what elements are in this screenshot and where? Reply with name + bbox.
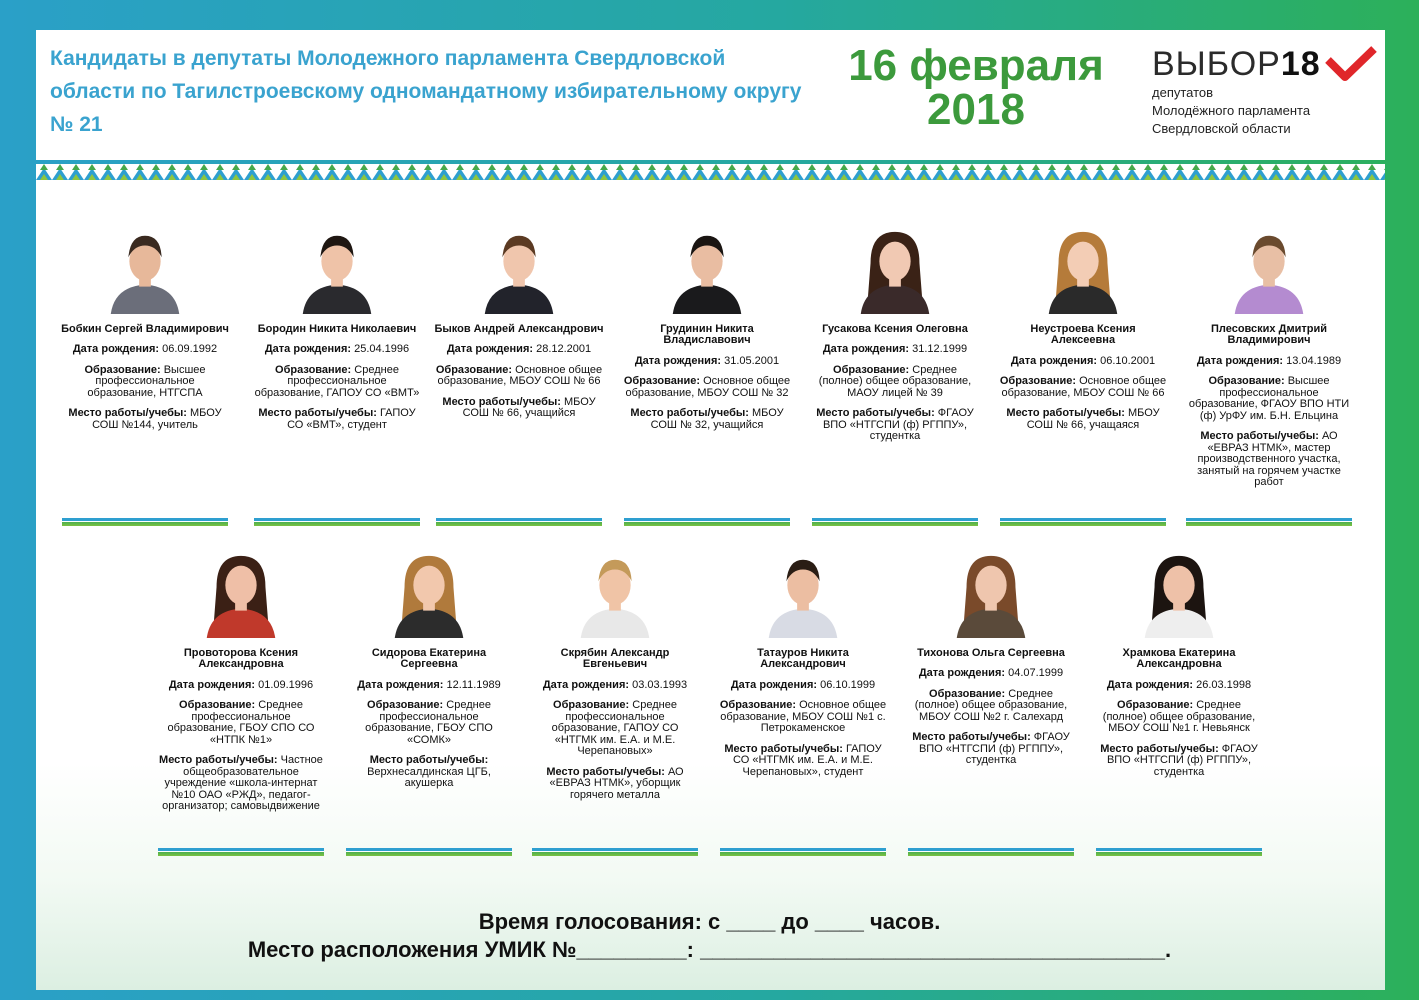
candidate-divider (532, 848, 698, 856)
education-value: Высшее профессиональное образование, ФГАОУ ВПО НТИ (ф) УрФУ им. Б.Н. Ельцина (1188, 375, 1350, 422)
work-label: Место работы/учебы: (724, 742, 843, 755)
birth-label: Дата рождения: (1010, 354, 1098, 367)
voting-time-line: Время голосования: с ____ до ____ часов. (478, 909, 941, 934)
birth-label: Дата рождения: (1196, 354, 1284, 367)
birth-value: 06.10.2001 (1100, 354, 1156, 367)
birth-label: Дата рождения: (446, 343, 534, 355)
education (1094, 700, 1264, 735)
education-value: Среднее (полное) общее образование, МАОУ лицей № 39 (818, 363, 972, 399)
education-value: Среднее профессиональное образование, ГБОУ СПО «СОМК» (365, 699, 493, 746)
education (156, 700, 326, 746)
education-value: Основное общее образование, МБОУ СОШ № 66 (437, 363, 603, 387)
logo-wordmark (1152, 44, 1382, 84)
work-label: Место работы/учебы: (159, 754, 278, 766)
header (36, 30, 1385, 160)
education-value: Высшее профессиональное образование, НТГСПА (87, 363, 206, 399)
workplace (906, 732, 1076, 767)
candidate-divider (720, 848, 886, 856)
birth-value: 31.05.2001 (724, 354, 780, 367)
education (718, 700, 888, 735)
work-label: Место работы/учебы: (912, 731, 1031, 743)
education (252, 365, 422, 400)
work-label: Место работы/учебы: (1200, 430, 1319, 442)
header-ornament (36, 164, 1385, 180)
candidate-name: Плесовских Дмитрий Владимирович (1211, 322, 1327, 346)
candidate-name: Бобкин Сергей Владимирович (61, 322, 229, 335)
candidate-photo (202, 548, 280, 638)
education-label: Образование: (719, 699, 797, 711)
birth-value: 03.03.1993 (632, 678, 688, 691)
candidate-divider (254, 518, 420, 526)
candidate-card (622, 224, 792, 440)
candidate-name: Тихонова Ольга Сергеевна (917, 646, 1065, 659)
work-value: МБОУ СОШ №144, учитель (92, 407, 222, 431)
birth-label: Дата рождения: (357, 678, 444, 691)
work-label: Место работы/учебы: (258, 407, 377, 419)
candidate-name: Скрябин Александр Евгеньевич (560, 646, 670, 670)
candidate-card (252, 224, 422, 440)
birth-date (998, 356, 1168, 368)
education-value: Среднее (полное) общее образование, МБОУ СОШ №1 г. Невьянск (1102, 699, 1256, 734)
candidate-photo (106, 224, 184, 314)
workplace (998, 408, 1168, 431)
education-label: Образование: (623, 375, 701, 387)
candidate-photo (298, 224, 376, 314)
candidate-name: Быков Андрей Александрович (434, 322, 604, 335)
candidate-name: Сидорова Екатерина Сергеевна (371, 646, 487, 670)
education-label: Образование: (367, 699, 444, 711)
candidate-card (344, 548, 514, 799)
birth-date (530, 680, 700, 692)
education-value: Среднее профессиональное образование, ГБОУ СПО СО «НТПК №1» (167, 699, 315, 746)
candidate-card (1184, 224, 1354, 498)
candidate-name: Бородин Никита Николаевич (257, 322, 417, 335)
birth-value: 06.10.1999 (820, 678, 876, 691)
education (530, 700, 700, 758)
education (622, 376, 792, 399)
education (998, 376, 1168, 399)
education-label: Образование: (999, 375, 1077, 387)
work-label: Место работы/учебы: (369, 754, 489, 766)
candidate-photo (576, 548, 654, 638)
birth-date (252, 344, 422, 356)
workplace (156, 755, 326, 813)
education-value: Среднее профессиональное образование, ГАПОУ СО «НТГМК им. Е.А. и М.Е. Черепановых» (551, 699, 679, 757)
work-value: ФГАОУ ВПО «НТГСПИ (ф) РГППУ», студентка (1106, 742, 1258, 778)
candidate-photo (856, 224, 934, 314)
education-label: Образование: (1117, 699, 1194, 711)
candidate-divider (1000, 518, 1166, 526)
work-value: АО «ЕВРАЗ НТМК», мастер производственного участка, занятый на горячем участке работ (1197, 430, 1341, 488)
candidate-photo (390, 548, 468, 638)
birth-label: Дата рождения: (72, 343, 160, 355)
candidate-card (810, 224, 980, 452)
candidate-name: Гусакова Ксения Олеговна (822, 322, 968, 335)
candidate-name: Провоторова Ксения Александровна (183, 646, 299, 670)
candidate-card (718, 548, 888, 787)
candidate-name: Неустроева Ксения Алексеевна (1030, 322, 1136, 346)
education (60, 365, 230, 400)
candidate-photo (1230, 224, 1308, 314)
birth-date (1094, 680, 1264, 692)
work-value: МБОУ СОШ № 32, учащийся (650, 407, 784, 431)
education-label: Образование: (833, 363, 910, 376)
birth-value: 12.11.1989 (446, 678, 501, 691)
birth-value: 25.04.1996 (354, 343, 410, 355)
birth-label: Дата рождения: (730, 678, 818, 691)
education-label: Образование: (1208, 375, 1285, 387)
checkmark-icon (1325, 46, 1377, 82)
education (1184, 376, 1354, 422)
education (344, 700, 514, 746)
education-value: Среднее (полное) общее образование, МБОУ СОШ №2 г. Салехард (914, 687, 1068, 723)
education (434, 365, 604, 388)
work-label: Место работы/учебы: (1100, 742, 1219, 755)
education-value: Основное общее образование, МБОУ СОШ № 66 (1001, 375, 1167, 399)
candidate-photo (1044, 224, 1122, 314)
page-title: Кандидаты в депутаты Молодежного парламента Свердловской области по Тагилстроевскому одномандатному избирательному округу № 21 (50, 47, 802, 136)
birth-date (906, 668, 1076, 680)
birth-label: Дата рождения: (168, 678, 256, 691)
education-label: Образование: (553, 699, 630, 711)
education-value: Основное общее образование, МБОУ СОШ №1 с. Петрокаменское (720, 699, 887, 734)
candidate-card (434, 224, 604, 429)
logo-word: ВЫБОР (1152, 45, 1281, 83)
work-label: Место работы/учебы: (442, 395, 561, 408)
candidate-name: Храмкова Екатерина Александровна (1122, 646, 1236, 670)
birth-value: 26.03.1998 (1196, 678, 1252, 691)
birth-label: Дата рождения: (918, 667, 1006, 679)
birth-date (434, 344, 604, 356)
birth-value: 31.12.1999 (912, 343, 968, 355)
voting-info (0, 908, 1419, 964)
candidate-photo (480, 224, 558, 314)
work-value: Верхнесалдинская ЦГБ, акушерка (367, 765, 491, 789)
work-label: Место работы/учебы: (816, 407, 935, 419)
work-label: Место работы/учебы: (68, 407, 187, 419)
logo-number: 18 (1280, 45, 1321, 83)
workplace (1184, 431, 1354, 489)
candidate-divider (1096, 848, 1262, 856)
work-label: Место работы/учебы: (630, 407, 749, 419)
work-value: МБОУ СОШ № 66, учащийся (462, 395, 596, 419)
birth-date (1184, 356, 1354, 368)
birth-value: 13.04.1989 (1286, 354, 1342, 367)
work-label: Место работы/учебы: (1006, 407, 1125, 419)
workplace (718, 744, 888, 779)
education (906, 689, 1076, 724)
candidate-photo (1140, 548, 1218, 638)
workplace (434, 397, 604, 420)
work-value: ФГАОУ ВПО «НТГСПИ (ф) РГППУ», студентка (822, 407, 974, 442)
election-date-day: 16 февраля (848, 41, 1104, 90)
workplace (252, 408, 422, 431)
candidate-card (906, 548, 1076, 776)
election-date-year: 2018 (927, 85, 1025, 134)
workplace (530, 767, 700, 802)
candidate-divider (62, 518, 228, 526)
candidate-name: Грудинин Никита Владиславович (660, 322, 754, 346)
education-value: Основное общее образование, МБОУ СОШ № 32 (625, 375, 791, 399)
candidate-divider (624, 518, 790, 526)
birth-value: 01.09.1996 (258, 678, 314, 691)
logo-subtitle-3: Свердловской области (1152, 121, 1291, 136)
candidate-card (998, 224, 1168, 440)
birth-date (156, 680, 326, 692)
education-value: Среднее профессиональное образование, ГАПОУ СО «ВМТ» (254, 363, 420, 399)
work-value: АО «ЕВРАЗ НТМК», уборщик горячего металла (549, 765, 684, 801)
workplace (810, 408, 980, 443)
candidate-divider (908, 848, 1074, 856)
candidate-photo (764, 548, 842, 638)
workplace (1094, 744, 1264, 779)
birth-date (60, 344, 230, 356)
workplace (344, 755, 514, 790)
candidate-photo (952, 548, 1030, 638)
work-value: ФГАОУ ВПО «НТГСПИ (ф) РГППУ», студентка (918, 731, 1070, 766)
education-label: Образование: (275, 363, 352, 376)
birth-date (810, 344, 980, 356)
birth-label: Дата рождения: (634, 354, 722, 367)
birth-value: 28.12.2001 (536, 343, 592, 355)
vybor-logo (1152, 44, 1382, 138)
birth-date (718, 680, 888, 692)
work-value: ГАПОУ СО «НТГМК им. Е.А. и М.Е. Черепановых», студент (733, 742, 882, 778)
work-value: МБОУ СОШ № 66, учащаяся (1026, 407, 1160, 431)
education-label: Образование: (929, 687, 1006, 700)
birth-label: Дата рождения: (542, 678, 630, 691)
birth-label: Дата рождения: (822, 343, 910, 355)
birth-label: Дата рождения: (1106, 678, 1194, 691)
birth-value: 04.07.1999 (1008, 667, 1064, 679)
candidate-photo (668, 224, 746, 314)
candidate-divider (812, 518, 978, 526)
election-date (826, 41, 1126, 134)
logo-subtitle-1: депутатов (1152, 85, 1214, 100)
logo-subtitle-2: Молодёжного парламента (1152, 103, 1311, 118)
education (810, 365, 980, 400)
work-label: Место работы/учебы: (546, 765, 665, 778)
birth-date (344, 680, 514, 692)
work-value: Частное общеобразовательное учреждение «школа-интернат №10 ОАО «РЖД», педагог-организатор; самовыдвижение (162, 754, 323, 812)
candidate-divider (158, 848, 324, 856)
candidate-card (530, 548, 700, 810)
candidate-divider (346, 848, 512, 856)
birth-date (622, 356, 792, 368)
workplace (60, 408, 230, 431)
birth-label: Дата рождения: (264, 343, 352, 355)
education-label: Образование: (84, 363, 161, 376)
candidate-card (156, 548, 326, 822)
candidate-card (60, 224, 230, 440)
candidate-name: Татауров Никита Александрович (757, 646, 849, 670)
candidate-divider (1186, 518, 1352, 526)
education-label: Образование: (435, 363, 513, 376)
polling-place-line: Место расположения УМИК №_________: ______________________________________. (247, 937, 1172, 962)
work-value: ГАПОУ СО «ВМТ», студент (287, 407, 416, 431)
candidate-card (1094, 548, 1264, 787)
candidate-divider (436, 518, 602, 526)
workplace (622, 408, 792, 431)
birth-value: 06.09.1992 (162, 343, 218, 355)
education-label: Образование: (179, 699, 256, 711)
